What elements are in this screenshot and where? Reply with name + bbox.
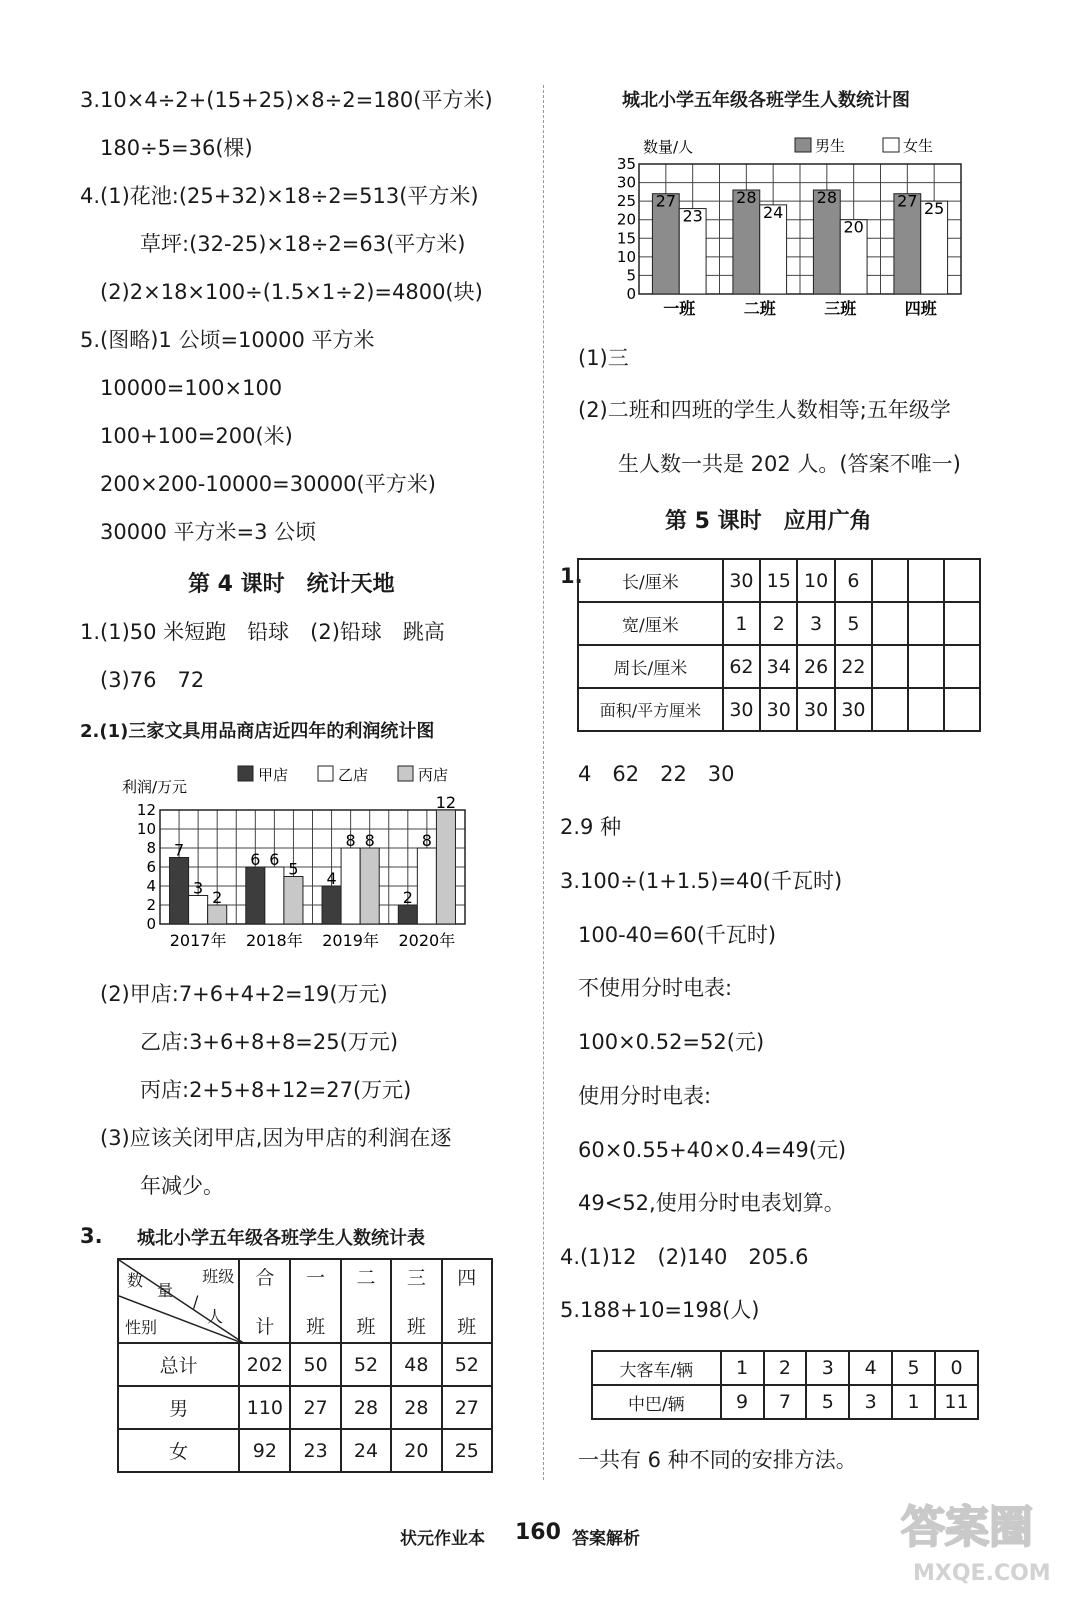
table-cell: 1	[723, 602, 760, 645]
y-tick-label: 35	[616, 155, 636, 173]
y-tick-label: 0	[146, 915, 156, 933]
table-row	[118, 1429, 492, 1472]
chart-heading: 2.(1)三家文具用品商店近四年的利润统计图	[80, 721, 435, 742]
data-label: 5	[288, 859, 299, 879]
table-cell: 92	[239, 1429, 290, 1472]
answer-line: 200×200-10000=30000(平方米)	[100, 472, 436, 496]
row-label: 长/厘米	[578, 559, 723, 602]
y-tick-label: 12	[136, 801, 156, 819]
data-label: 12	[435, 793, 457, 812]
answer-line: (2)甲店:7+6+4+2=19(万元)	[100, 982, 388, 1006]
column-header	[341, 1259, 391, 1343]
table-cell: 24	[341, 1429, 391, 1472]
x-tick-label: 2018年	[246, 931, 303, 950]
table-cell	[872, 645, 908, 688]
bar	[360, 848, 379, 924]
data-label: 8	[345, 831, 356, 850]
header-char: 合	[255, 1267, 275, 1289]
table-cell: 27	[442, 1386, 492, 1429]
question-number: 3.	[80, 1224, 103, 1248]
table-cell	[908, 645, 944, 688]
bar	[284, 877, 303, 925]
data-label: 24	[762, 202, 784, 222]
data-label: 8	[364, 831, 375, 850]
header-char: 班	[406, 1316, 426, 1338]
answer-line: 5.188+10=198(人)	[560, 1298, 760, 1322]
table-cell: 23	[290, 1429, 340, 1472]
table-row	[578, 602, 980, 645]
answer-line: 49<52,使用分时电表划算。	[578, 1191, 845, 1215]
answer-line: 30000 平方米=3 公顷	[100, 520, 317, 544]
watermark-url: MXQE.COM	[913, 1561, 1051, 1586]
table-cell: 6	[835, 559, 872, 602]
answer-line: 60×0.55+40×0.4=49(元)	[578, 1138, 847, 1162]
answer-line: 100×0.52=52(元)	[578, 1030, 765, 1054]
bar	[170, 858, 189, 925]
bar	[189, 896, 208, 925]
legend-swatch	[795, 138, 811, 152]
answer-line: 4.(1)12 (2)140 205.6	[560, 1245, 809, 1269]
table-cell: 28	[341, 1386, 391, 1429]
row-label: 男	[118, 1386, 239, 1429]
corner-label: 班级	[202, 1267, 235, 1286]
bar	[265, 867, 284, 924]
y-axis-label: 利润/万元	[122, 778, 188, 796]
table-cell: 62	[723, 645, 760, 688]
corner-label: 数	[127, 1271, 144, 1290]
y-tick-label: 15	[616, 229, 636, 248]
table-cell: 30	[797, 688, 834, 731]
table-row	[592, 1385, 978, 1419]
header-char: 二	[356, 1267, 376, 1289]
bar	[322, 886, 341, 924]
question-number: 1.	[560, 564, 583, 588]
x-tick-label: 四班	[904, 299, 937, 318]
data-label: 25	[923, 199, 945, 219]
answer-line: 1.(1)50 米短跑 铅球 (2)铅球 跳高	[80, 620, 445, 644]
x-tick-label: 一班	[663, 299, 696, 318]
table-cell: 110	[239, 1386, 290, 1429]
table-cell: 4	[849, 1351, 892, 1385]
x-tick-label: 2017年	[169, 931, 227, 950]
corner-label: 性别	[125, 1318, 158, 1337]
table-cell	[872, 688, 908, 731]
corner-label: 量	[157, 1281, 174, 1300]
table-cell: 28	[391, 1386, 441, 1429]
watermark-graphic	[895, 1480, 1055, 1595]
data-label: 8	[421, 831, 432, 850]
table-cell	[944, 645, 980, 688]
answer-line: 4.(1)花池:(25+32)×18÷2=513(平方米)	[80, 184, 479, 208]
header-char: 计	[255, 1316, 275, 1338]
table-cell: 30	[760, 688, 797, 731]
table-cell: 48	[391, 1343, 441, 1386]
answer-line: (3)应该关闭甲店,因为甲店的利润在逐	[100, 1126, 452, 1150]
answer-line: 乙店:3+6+8+8=25(万元)	[140, 1030, 399, 1054]
row-label: 中巴/辆	[592, 1385, 721, 1419]
bar	[417, 848, 436, 924]
bar	[341, 848, 360, 924]
table-title: 城北小学五年级各班学生人数统计表	[137, 1228, 425, 1249]
y-tick-label: 5	[626, 266, 636, 285]
answer-line: 生人数一共是 202 人。(答案不唯一)	[618, 452, 961, 476]
table-cell: 5	[806, 1385, 849, 1419]
table-cell: 25	[442, 1429, 492, 1472]
table-cell	[908, 559, 944, 602]
y-tick-label: 20	[616, 210, 636, 229]
answer-line: 180÷5=36(棵)	[100, 136, 253, 160]
legend-label: 男生	[815, 137, 846, 155]
page-number: 160	[515, 1520, 561, 1545]
column-header	[391, 1259, 441, 1343]
data-label: 2	[402, 888, 413, 907]
legend-swatch	[398, 766, 413, 781]
answer-line: 丙店:2+5+8+12=27(万元)	[140, 1078, 412, 1102]
data-label: 23	[682, 206, 703, 226]
header-char: 班	[306, 1316, 326, 1338]
table-cell: 10	[797, 559, 834, 602]
answer-line: 2.9 种	[560, 815, 622, 839]
lesson-4-title: 第 4 课时 统计天地	[188, 572, 395, 597]
table-cell: 1	[721, 1351, 764, 1385]
table-cell: 3	[797, 602, 834, 645]
table-cell: 22	[835, 645, 872, 688]
table-cell	[944, 559, 980, 602]
data-label: 6	[250, 850, 261, 869]
table-row	[118, 1343, 492, 1386]
answer-line: 4 62 22 30	[578, 762, 735, 786]
answer-line: 年减少。	[140, 1174, 224, 1198]
answer-line: 草坪:(32-25)×18÷2=63(平方米)	[140, 232, 466, 256]
table-cell	[944, 688, 980, 731]
answer-line: (1)三	[578, 346, 629, 370]
answer-line: 100+100=200(米)	[100, 424, 293, 448]
y-tick-label: 8	[146, 839, 156, 857]
answer-line: (2)2×18×100÷(1.5×1÷2)=4800(块)	[100, 280, 483, 304]
table-row	[118, 1386, 492, 1429]
y-tick-label: 10	[616, 247, 636, 266]
bar	[436, 810, 455, 924]
table-cell: 15	[760, 559, 797, 602]
table-cell: 202	[239, 1343, 290, 1386]
table-cell: 52	[341, 1343, 391, 1386]
table-cell: 30	[723, 559, 760, 602]
data-label: 27	[897, 191, 918, 211]
data-label: 6	[269, 850, 280, 869]
y-tick-label: 0	[626, 285, 636, 303]
y-tick-label: 10	[136, 820, 156, 838]
table-cell	[872, 602, 908, 645]
table-row	[592, 1351, 978, 1385]
x-tick-label: 二班	[743, 299, 776, 318]
bar	[246, 867, 265, 924]
y-tick-label: 30	[616, 173, 636, 192]
header-char: 三	[406, 1267, 426, 1289]
y-tick-label: 4	[146, 877, 156, 895]
table-cell: 3	[806, 1351, 849, 1385]
legend-label: 甲店	[258, 766, 289, 784]
y-tick-label: 6	[146, 858, 156, 876]
answer-line: 使用分时电表:	[578, 1084, 712, 1108]
students-bar-chart	[605, 128, 975, 323]
column-divider	[543, 85, 544, 1480]
column-header	[442, 1259, 492, 1343]
table-cell: 5	[835, 602, 872, 645]
legend-swatch	[883, 138, 899, 152]
header-char: 一	[306, 1267, 326, 1289]
row-label: 宽/厘米	[578, 602, 723, 645]
answer-line: 不使用分时电表:	[578, 976, 733, 1000]
table-row	[578, 559, 980, 602]
table-row	[578, 645, 980, 688]
column-header	[290, 1259, 340, 1343]
watermark-text: 答案圈	[901, 1502, 1033, 1553]
footer-book-name: 状元作业本	[400, 1529, 485, 1549]
x-tick-label: 2020年	[398, 931, 456, 950]
legend-label: 女生	[903, 137, 934, 155]
table-cell: 27	[290, 1386, 340, 1429]
y-axis-label: 数量/人	[643, 138, 694, 156]
table-cell: 1	[892, 1385, 935, 1419]
legend-label: 乙店	[338, 766, 369, 784]
table-cell: 11	[935, 1385, 978, 1419]
table-cell: 50	[290, 1343, 340, 1386]
header-char: 班	[457, 1316, 477, 1338]
answer-line: 5.(图略)1 公顷=10000 平方米	[80, 328, 375, 352]
data-label: 7	[173, 840, 185, 860]
corner-label: 人	[207, 1307, 224, 1326]
data-label: 4	[326, 869, 337, 888]
table-cell	[908, 688, 944, 731]
y-tick-label: 25	[616, 192, 636, 211]
row-label: 面积/平方厘米	[578, 688, 723, 731]
answer-line: 3.10×4÷2+(15+25)×8÷2=180(平方米)	[80, 88, 493, 112]
chart-title: 城北小学五年级各班学生人数统计图	[622, 90, 910, 111]
table-cell	[908, 602, 944, 645]
footer-section: 答案解析	[572, 1529, 640, 1549]
row-label: 周长/厘米	[578, 645, 723, 688]
table-row	[578, 688, 980, 731]
answer-line: 100-40=60(千瓦时)	[578, 923, 777, 947]
corner-label: /	[193, 1292, 199, 1311]
data-label: 27	[655, 191, 677, 211]
lesson-5-title: 第 5 课时 应用广角	[665, 509, 872, 534]
table-cell: 3	[849, 1385, 892, 1419]
header-char: 班	[356, 1316, 376, 1338]
table-cell: 30	[835, 688, 872, 731]
data-label: 20	[843, 217, 864, 237]
answer-line: 3.100÷(1+1.5)=40(千瓦时)	[560, 869, 843, 893]
data-label: 3	[193, 878, 204, 898]
table-cell: 7	[764, 1385, 807, 1419]
answer-line: (3)76 72	[100, 668, 205, 692]
legend-swatch	[238, 766, 253, 781]
table-cell: 0	[935, 1351, 978, 1385]
data-label: 2	[212, 888, 223, 907]
table-corner	[118, 1259, 239, 1343]
bar	[398, 905, 417, 924]
vehicle-table	[591, 1350, 979, 1420]
rectangle-table	[577, 558, 981, 732]
table-cell: 9	[721, 1385, 764, 1419]
table-cell: 2	[760, 602, 797, 645]
row-label: 大客车/辆	[592, 1351, 721, 1385]
table-cell: 26	[797, 645, 834, 688]
table-cell: 52	[442, 1343, 492, 1386]
table-cell: 34	[760, 645, 797, 688]
legend-label: 丙店	[418, 766, 449, 784]
table-cell: 2	[764, 1351, 807, 1385]
watermark-logo	[895, 1480, 1055, 1595]
x-tick-label: 2019年	[322, 931, 379, 950]
y-tick-label: 2	[146, 896, 156, 914]
bar	[208, 905, 227, 924]
column-header	[239, 1259, 290, 1343]
class-student-table	[117, 1258, 493, 1473]
table-cell: 5	[892, 1351, 935, 1385]
table-cell	[944, 602, 980, 645]
legend-swatch	[318, 766, 333, 781]
profit-bar-chart	[120, 760, 480, 960]
answer-line: 一共有 6 种不同的安排方法。	[578, 1448, 857, 1472]
table-cell: 20	[391, 1429, 441, 1472]
row-label: 女	[118, 1429, 239, 1472]
table-cell	[872, 559, 908, 602]
x-tick-label: 三班	[824, 299, 857, 318]
table-cell: 30	[723, 688, 760, 731]
answer-line: (2)二班和四班的学生人数相等;五年级学	[578, 398, 951, 422]
row-label: 总计	[118, 1343, 239, 1386]
header-char: 四	[457, 1267, 477, 1289]
answer-line: 10000=100×100	[100, 376, 283, 400]
data-label: 28	[816, 188, 838, 207]
data-label: 28	[736, 188, 757, 207]
